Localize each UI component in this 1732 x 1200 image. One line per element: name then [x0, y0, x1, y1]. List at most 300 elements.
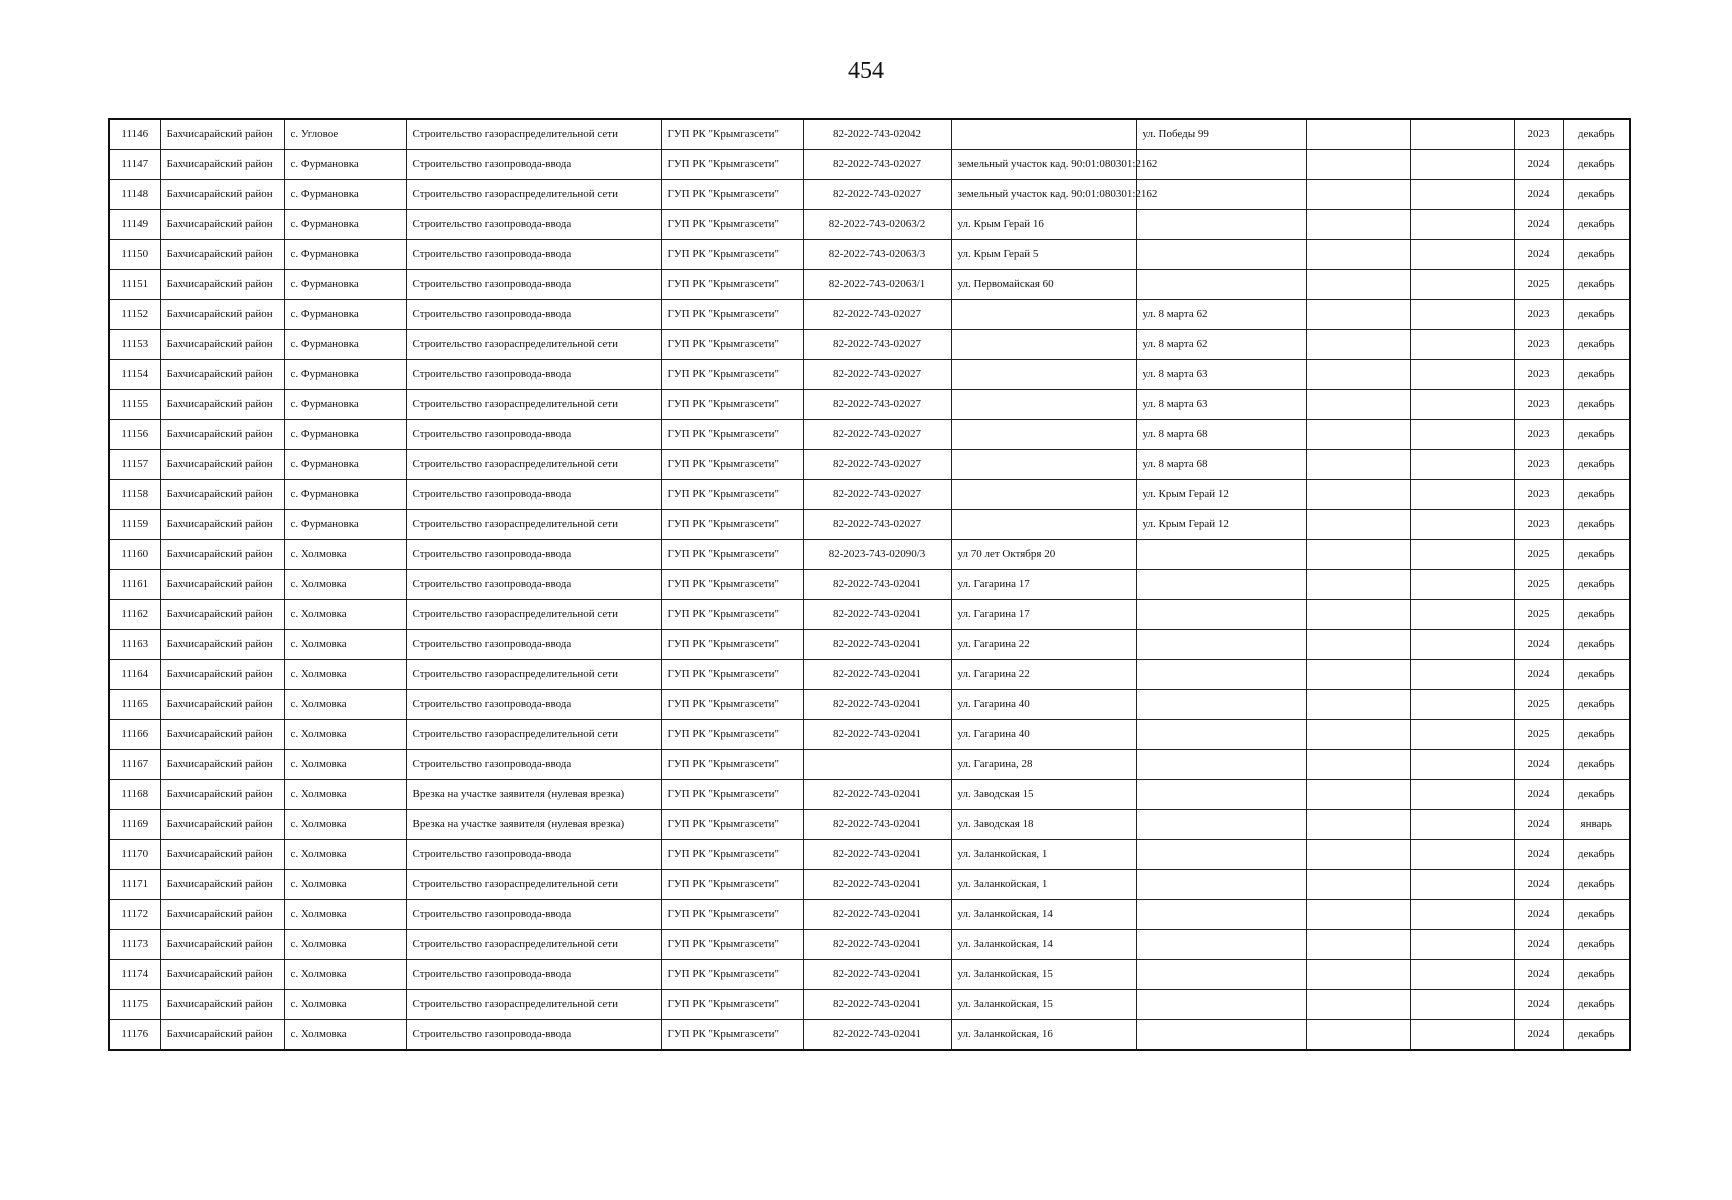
empty-cell	[1306, 180, 1410, 210]
row-number-cell: 11157	[109, 450, 160, 480]
empty-cell	[1306, 540, 1410, 570]
month-cell: декабрь	[1563, 870, 1630, 900]
empty-cell	[1410, 690, 1514, 720]
work-type-cell: Строительство газораспределительной сети	[406, 119, 661, 150]
organization-cell: ГУП РК "Крымгазсети"	[661, 510, 803, 540]
address-cell	[951, 420, 1136, 450]
organization-cell: ГУП РК "Крымгазсети"	[661, 330, 803, 360]
work-type-cell: Строительство газораспределительной сети	[406, 450, 661, 480]
village-cell: с. Фурмановка	[284, 150, 406, 180]
month-cell: декабрь	[1563, 510, 1630, 540]
village-cell: с. Холмовка	[284, 780, 406, 810]
organization-cell: ГУП РК "Крымгазсети"	[661, 870, 803, 900]
address-alt-cell: ул. 8 марта 63	[1136, 360, 1306, 390]
district-cell: Бахчисарайский район	[160, 540, 284, 570]
table-row	[109, 150, 1630, 180]
empty-cell	[1410, 960, 1514, 990]
organization-cell: ГУП РК "Крымгазсети"	[661, 720, 803, 750]
year-cell: 2024	[1514, 750, 1563, 780]
work-type-cell: Строительство газопровода-ввода	[406, 420, 661, 450]
address-cell	[951, 330, 1136, 360]
table-row	[109, 300, 1630, 330]
registry-code-cell: 82-2022-743-02041	[803, 870, 951, 900]
village-cell: с. Фурмановка	[284, 390, 406, 420]
address-alt-cell	[1136, 930, 1306, 960]
organization-cell: ГУП РК "Крымгазсети"	[661, 690, 803, 720]
table-row	[109, 270, 1630, 300]
registry-code-cell: 82-2022-743-02027	[803, 480, 951, 510]
month-cell: декабрь	[1563, 330, 1630, 360]
registry-code-cell: 82-2022-743-02063/1	[803, 270, 951, 300]
village-cell: с. Фурмановка	[284, 480, 406, 510]
organization-cell: ГУП РК "Крымгазсети"	[661, 390, 803, 420]
year-cell: 2023	[1514, 420, 1563, 450]
address-cell: ул 70 лет Октября 20	[951, 540, 1136, 570]
year-cell: 2025	[1514, 690, 1563, 720]
district-cell: Бахчисарайский район	[160, 960, 284, 990]
table-row	[109, 690, 1630, 720]
address-alt-cell	[1136, 690, 1306, 720]
registry-code-cell: 82-2022-743-02063/2	[803, 210, 951, 240]
address-cell: ул. Заланкойская, 14	[951, 930, 1136, 960]
month-cell: декабрь	[1563, 480, 1630, 510]
empty-cell	[1306, 900, 1410, 930]
work-type-cell: Строительство газопровода-ввода	[406, 690, 661, 720]
row-number-cell: 11154	[109, 360, 160, 390]
address-cell: ул. Гагарина, 28	[951, 750, 1136, 780]
empty-cell	[1306, 720, 1410, 750]
row-number-cell: 11164	[109, 660, 160, 690]
empty-cell	[1306, 870, 1410, 900]
organization-cell: ГУП РК "Крымгазсети"	[661, 180, 803, 210]
work-type-cell: Строительство газораспределительной сети	[406, 510, 661, 540]
district-cell: Бахчисарайский район	[160, 150, 284, 180]
year-cell: 2024	[1514, 660, 1563, 690]
work-type-cell: Строительство газораспределительной сети	[406, 660, 661, 690]
row-number-cell: 11149	[109, 210, 160, 240]
district-cell: Бахчисарайский район	[160, 720, 284, 750]
district-cell: Бахчисарайский район	[160, 240, 284, 270]
row-number-cell: 11160	[109, 540, 160, 570]
district-cell: Бахчисарайский район	[160, 420, 284, 450]
address-cell	[951, 510, 1136, 540]
year-cell: 2024	[1514, 210, 1563, 240]
village-cell: с. Холмовка	[284, 540, 406, 570]
year-cell: 2025	[1514, 540, 1563, 570]
work-type-cell: Строительство газопровода-ввода	[406, 570, 661, 600]
address-alt-cell: ул. Победы 99	[1136, 119, 1306, 150]
empty-cell	[1410, 990, 1514, 1020]
work-type-cell: Строительство газопровода-ввода	[406, 360, 661, 390]
table-row	[109, 720, 1630, 750]
empty-cell	[1306, 780, 1410, 810]
empty-cell	[1306, 750, 1410, 780]
empty-cell	[1410, 420, 1514, 450]
address-cell: ул. Заланкойская, 1	[951, 840, 1136, 870]
month-cell: декабрь	[1563, 570, 1630, 600]
village-cell: с. Холмовка	[284, 720, 406, 750]
organization-cell: ГУП РК "Крымгазсети"	[661, 660, 803, 690]
empty-cell	[1410, 390, 1514, 420]
empty-cell	[1306, 600, 1410, 630]
district-cell: Бахчисарайский район	[160, 270, 284, 300]
empty-cell	[1410, 600, 1514, 630]
row-number-cell: 11174	[109, 960, 160, 990]
address-alt-cell	[1136, 990, 1306, 1020]
registry-code-cell: 82-2022-743-02041	[803, 600, 951, 630]
village-cell: с. Холмовка	[284, 570, 406, 600]
address-alt-cell	[1136, 1020, 1306, 1051]
year-cell: 2024	[1514, 240, 1563, 270]
row-number-cell: 11175	[109, 990, 160, 1020]
month-cell: декабрь	[1563, 780, 1630, 810]
registry-code-cell: 82-2022-743-02041	[803, 900, 951, 930]
registry-code-cell: 82-2023-743-02090/3	[803, 540, 951, 570]
address-alt-cell	[1136, 780, 1306, 810]
district-cell: Бахчисарайский район	[160, 119, 284, 150]
organization-cell: ГУП РК "Крымгазсети"	[661, 750, 803, 780]
year-cell: 2023	[1514, 330, 1563, 360]
table-row	[109, 240, 1630, 270]
registry-code-cell: 82-2022-743-02027	[803, 300, 951, 330]
month-cell: декабрь	[1563, 450, 1630, 480]
organization-cell: ГУП РК "Крымгазсети"	[661, 360, 803, 390]
empty-cell	[1410, 780, 1514, 810]
year-cell: 2025	[1514, 570, 1563, 600]
year-cell: 2023	[1514, 480, 1563, 510]
empty-cell	[1306, 660, 1410, 690]
address-cell	[951, 300, 1136, 330]
row-number-cell: 11148	[109, 180, 160, 210]
table-row	[109, 630, 1630, 660]
organization-cell: ГУП РК "Крымгазсети"	[661, 600, 803, 630]
village-cell: с. Фурмановка	[284, 330, 406, 360]
page-number: 454	[848, 58, 884, 84]
empty-cell	[1306, 360, 1410, 390]
year-cell: 2024	[1514, 930, 1563, 960]
work-type-cell: Строительство газораспределительной сети	[406, 990, 661, 1020]
year-cell: 2025	[1514, 720, 1563, 750]
empty-cell	[1306, 1020, 1410, 1051]
empty-cell	[1410, 240, 1514, 270]
empty-cell	[1410, 300, 1514, 330]
district-cell: Бахчисарайский район	[160, 750, 284, 780]
month-cell: декабрь	[1563, 990, 1630, 1020]
district-cell: Бахчисарайский район	[160, 840, 284, 870]
empty-cell	[1410, 1020, 1514, 1051]
address-alt-cell	[1136, 720, 1306, 750]
organization-cell: ГУП РК "Крымгазсети"	[661, 930, 803, 960]
district-cell: Бахчисарайский район	[160, 330, 284, 360]
empty-cell	[1410, 840, 1514, 870]
registry-code-cell: 82-2022-743-02027	[803, 360, 951, 390]
address-cell: ул. Заводская 15	[951, 780, 1136, 810]
village-cell: с. Фурмановка	[284, 510, 406, 540]
village-cell: с. Холмовка	[284, 600, 406, 630]
empty-cell	[1410, 150, 1514, 180]
registry-code-cell: 82-2022-743-02041	[803, 690, 951, 720]
address-cell: ул. Заланкойская, 16	[951, 1020, 1136, 1051]
address-alt-cell	[1136, 150, 1306, 180]
address-cell: ул. Заланкойская, 15	[951, 960, 1136, 990]
district-cell: Бахчисарайский район	[160, 300, 284, 330]
empty-cell	[1306, 119, 1410, 150]
address-alt-cell	[1136, 180, 1306, 210]
empty-cell	[1410, 360, 1514, 390]
organization-cell: ГУП РК "Крымгазсети"	[661, 480, 803, 510]
empty-cell	[1306, 150, 1410, 180]
empty-cell	[1410, 480, 1514, 510]
work-type-cell: Строительство газораспределительной сети	[406, 930, 661, 960]
table-row	[109, 450, 1630, 480]
table-row	[109, 1020, 1630, 1051]
month-cell: декабрь	[1563, 540, 1630, 570]
organization-cell: ГУП РК "Крымгазсети"	[661, 780, 803, 810]
empty-cell	[1410, 810, 1514, 840]
empty-cell	[1410, 570, 1514, 600]
organization-cell: ГУП РК "Крымгазсети"	[661, 450, 803, 480]
registry-code-cell: 82-2022-743-02041	[803, 1020, 951, 1051]
village-cell: с. Фурмановка	[284, 180, 406, 210]
row-number-cell: 11155	[109, 390, 160, 420]
address-cell: ул. Заводская 18	[951, 810, 1136, 840]
work-type-cell: Строительство газопровода-ввода	[406, 540, 661, 570]
address-alt-cell	[1136, 870, 1306, 900]
month-cell: декабрь	[1563, 900, 1630, 930]
district-cell: Бахчисарайский район	[160, 360, 284, 390]
district-cell: Бахчисарайский район	[160, 210, 284, 240]
work-type-cell: Строительство газораспределительной сети	[406, 330, 661, 360]
table-row	[109, 210, 1630, 240]
row-number-cell: 11150	[109, 240, 160, 270]
address-alt-cell	[1136, 900, 1306, 930]
row-number-cell: 11166	[109, 720, 160, 750]
district-cell: Бахчисарайский район	[160, 1020, 284, 1051]
empty-cell	[1306, 420, 1410, 450]
village-cell: с. Холмовка	[284, 660, 406, 690]
empty-cell	[1410, 270, 1514, 300]
address-alt-cell	[1136, 240, 1306, 270]
district-cell: Бахчисарайский район	[160, 660, 284, 690]
village-cell: с. Холмовка	[284, 750, 406, 780]
address-cell: ул. Заланкойская, 1	[951, 870, 1136, 900]
address-cell: земельный участок кад. 90:01:080301:2162	[951, 180, 1136, 210]
empty-cell	[1306, 300, 1410, 330]
month-cell: декабрь	[1563, 600, 1630, 630]
empty-cell	[1410, 450, 1514, 480]
year-cell: 2023	[1514, 390, 1563, 420]
empty-cell	[1306, 210, 1410, 240]
work-type-cell: Строительство газопровода-ввода	[406, 630, 661, 660]
work-type-cell: Строительство газопровода-ввода	[406, 240, 661, 270]
year-cell: 2024	[1514, 960, 1563, 990]
month-cell: декабрь	[1563, 210, 1630, 240]
address-cell: ул. Гагарина 22	[951, 630, 1136, 660]
empty-cell	[1306, 510, 1410, 540]
address-cell	[951, 390, 1136, 420]
registry-code-cell: 82-2022-743-02041	[803, 660, 951, 690]
work-type-cell: Строительство газопровода-ввода	[406, 1020, 661, 1051]
registry-code-cell: 82-2022-743-02041	[803, 840, 951, 870]
empty-cell	[1410, 870, 1514, 900]
village-cell: с. Фурмановка	[284, 300, 406, 330]
organization-cell: ГУП РК "Крымгазсети"	[661, 810, 803, 840]
village-cell: с. Фурмановка	[284, 450, 406, 480]
row-number-cell: 11168	[109, 780, 160, 810]
month-cell: декабрь	[1563, 660, 1630, 690]
empty-cell	[1306, 840, 1410, 870]
table-row	[109, 570, 1630, 600]
row-number-cell: 11173	[109, 930, 160, 960]
organization-cell: ГУП РК "Крымгазсети"	[661, 960, 803, 990]
table-row	[109, 750, 1630, 780]
year-cell: 2024	[1514, 630, 1563, 660]
address-alt-cell	[1136, 630, 1306, 660]
village-cell: с. Холмовка	[284, 690, 406, 720]
district-cell: Бахчисарайский район	[160, 180, 284, 210]
address-cell	[951, 450, 1136, 480]
registry-code-cell: 82-2022-743-02027	[803, 510, 951, 540]
table-row	[109, 960, 1630, 990]
registry-code-cell: 82-2022-743-02041	[803, 720, 951, 750]
month-cell: декабрь	[1563, 360, 1630, 390]
district-cell: Бахчисарайский район	[160, 870, 284, 900]
row-number-cell: 11162	[109, 600, 160, 630]
row-number-cell: 11158	[109, 480, 160, 510]
month-cell: декабрь	[1563, 119, 1630, 150]
empty-cell	[1306, 240, 1410, 270]
row-number-cell: 11176	[109, 1020, 160, 1051]
organization-cell: ГУП РК "Крымгазсети"	[661, 150, 803, 180]
table-row	[109, 510, 1630, 540]
row-number-cell: 11172	[109, 900, 160, 930]
empty-cell	[1410, 900, 1514, 930]
work-type-cell: Строительство газопровода-ввода	[406, 480, 661, 510]
registry-code-cell: 82-2022-743-02041	[803, 990, 951, 1020]
row-number-cell: 11165	[109, 690, 160, 720]
village-cell: с. Фурмановка	[284, 360, 406, 390]
registry-code-cell: 82-2022-743-02027	[803, 330, 951, 360]
month-cell: декабрь	[1563, 270, 1630, 300]
table-row	[109, 330, 1630, 360]
month-cell: декабрь	[1563, 720, 1630, 750]
registry-code-cell: 82-2022-743-02041	[803, 570, 951, 600]
empty-cell	[1306, 390, 1410, 420]
registry-code-cell: 82-2022-743-02063/3	[803, 240, 951, 270]
village-cell: с. Холмовка	[284, 810, 406, 840]
row-number-cell: 11169	[109, 810, 160, 840]
registry-code-cell: 82-2022-743-02042	[803, 119, 951, 150]
empty-cell	[1410, 630, 1514, 660]
address-cell: ул. Гагарина 40	[951, 720, 1136, 750]
work-type-cell: Строительство газораспределительной сети	[406, 390, 661, 420]
district-cell: Бахчисарайский район	[160, 780, 284, 810]
village-cell: с. Фурмановка	[284, 210, 406, 240]
table-row	[109, 660, 1630, 690]
registry-code-cell: 82-2022-743-02041	[803, 630, 951, 660]
row-number-cell: 11161	[109, 570, 160, 600]
year-cell: 2023	[1514, 360, 1563, 390]
address-alt-cell	[1136, 270, 1306, 300]
month-cell: декабрь	[1563, 840, 1630, 870]
address-cell: земельный участок кад. 90:01:080301:2162	[951, 150, 1136, 180]
village-cell: с. Фурмановка	[284, 240, 406, 270]
work-type-cell: Строительство газопровода-ввода	[406, 960, 661, 990]
address-cell: ул. Гагарина 40	[951, 690, 1136, 720]
address-alt-cell	[1136, 660, 1306, 690]
organization-cell: ГУП РК "Крымгазсети"	[661, 300, 803, 330]
address-cell	[951, 119, 1136, 150]
empty-cell	[1306, 330, 1410, 360]
registry-code-cell: 82-2022-743-02027	[803, 420, 951, 450]
address-alt-cell	[1136, 210, 1306, 240]
village-cell: с. Холмовка	[284, 930, 406, 960]
district-cell: Бахчисарайский район	[160, 570, 284, 600]
year-cell: 2024	[1514, 180, 1563, 210]
address-cell: ул. Первомайская 60	[951, 270, 1136, 300]
address-alt-cell: ул. Крым Герай 12	[1136, 510, 1306, 540]
village-cell: с. Холмовка	[284, 990, 406, 1020]
empty-cell	[1306, 570, 1410, 600]
district-cell: Бахчисарайский район	[160, 930, 284, 960]
district-cell: Бахчисарайский район	[160, 690, 284, 720]
month-cell: декабрь	[1563, 300, 1630, 330]
table-row	[109, 840, 1630, 870]
empty-cell	[1410, 119, 1514, 150]
empty-cell	[1306, 480, 1410, 510]
address-cell	[951, 480, 1136, 510]
work-type-cell: Строительство газопровода-ввода	[406, 210, 661, 240]
row-number-cell: 11171	[109, 870, 160, 900]
address-alt-cell	[1136, 570, 1306, 600]
address-alt-cell	[1136, 540, 1306, 570]
register-body	[109, 119, 1630, 1050]
row-number-cell: 11170	[109, 840, 160, 870]
organization-cell: ГУП РК "Крымгазсети"	[661, 119, 803, 150]
month-cell: декабрь	[1563, 930, 1630, 960]
registry-code-cell: 82-2022-743-02027	[803, 450, 951, 480]
month-cell: январь	[1563, 810, 1630, 840]
row-number-cell: 11159	[109, 510, 160, 540]
month-cell: декабрь	[1563, 240, 1630, 270]
table-row	[109, 810, 1630, 840]
address-alt-cell	[1136, 750, 1306, 780]
organization-cell: ГУП РК "Крымгазсети"	[661, 630, 803, 660]
address-cell: ул. Крым Герай 16	[951, 210, 1136, 240]
work-type-cell: Строительство газопровода-ввода	[406, 150, 661, 180]
village-cell: с. Фурмановка	[284, 420, 406, 450]
registry-code-cell: 82-2022-743-02027	[803, 150, 951, 180]
village-cell: с. Фурмановка	[284, 270, 406, 300]
registry-code-cell: 82-2022-743-02041	[803, 780, 951, 810]
table-row	[109, 360, 1630, 390]
month-cell: декабрь	[1563, 630, 1630, 660]
empty-cell	[1306, 690, 1410, 720]
year-cell: 2023	[1514, 450, 1563, 480]
year-cell: 2023	[1514, 300, 1563, 330]
registry-code-cell: 82-2022-743-02041	[803, 930, 951, 960]
work-type-cell: Строительство газопровода-ввода	[406, 750, 661, 780]
year-cell: 2023	[1514, 510, 1563, 540]
year-cell: 2023	[1514, 119, 1563, 150]
empty-cell	[1306, 990, 1410, 1020]
address-cell: ул. Гагарина 17	[951, 600, 1136, 630]
organization-cell: ГУП РК "Крымгазсети"	[661, 900, 803, 930]
registry-code-cell: 82-2022-743-02041	[803, 810, 951, 840]
row-number-cell: 11152	[109, 300, 160, 330]
empty-cell	[1306, 930, 1410, 960]
year-cell: 2025	[1514, 270, 1563, 300]
